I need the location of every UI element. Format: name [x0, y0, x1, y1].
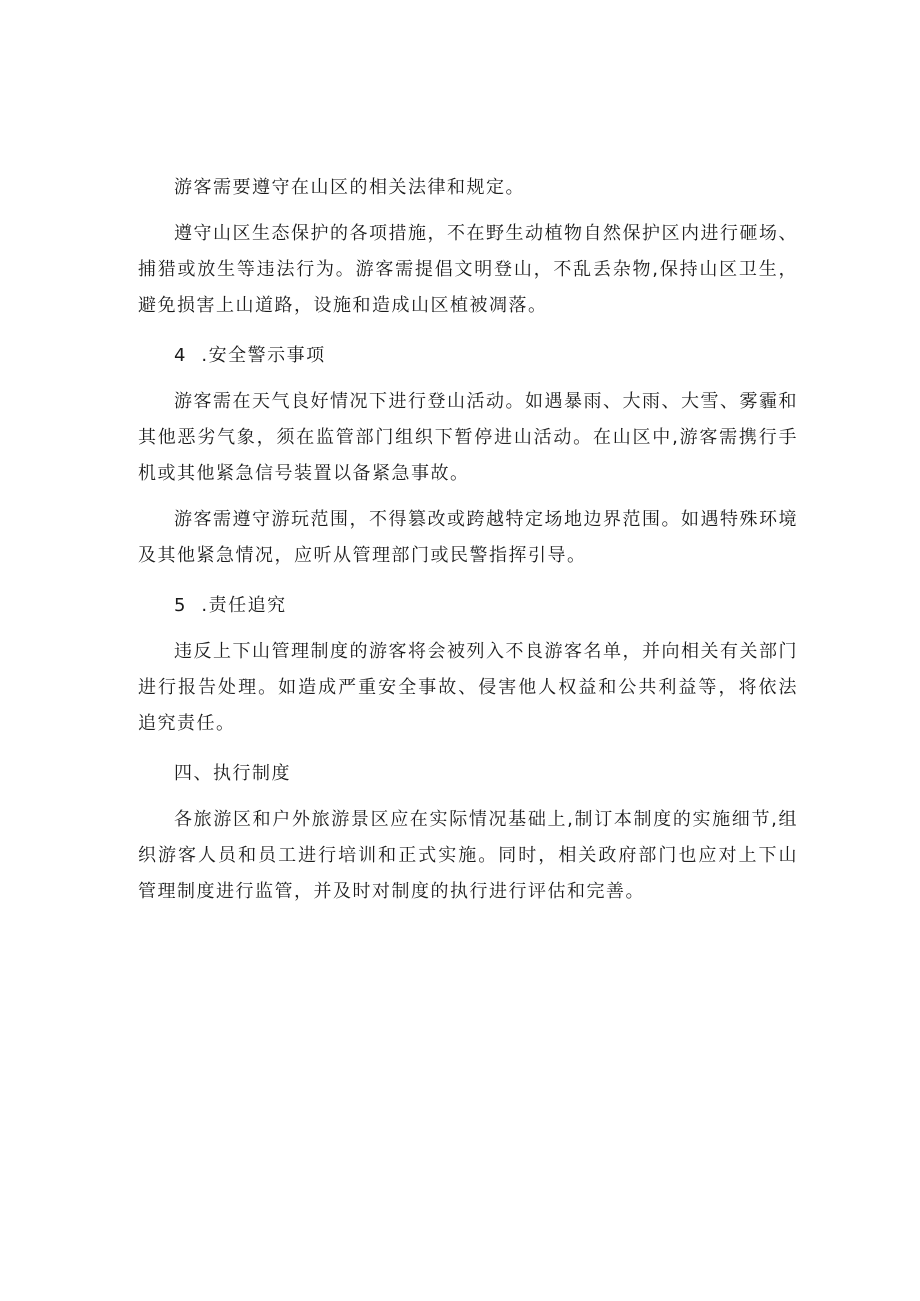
paragraph-implementation: 各旅游区和户外旅游景区应在实际情况基础上,制订本制度的实施细节,组织游客人员和员工进行培训和正式实施。同时，相关政府部门也应对上下山管理制度进行监管，并及时对制度的执行进行评估和完善。	[138, 809, 798, 902]
paragraph-weather: 游客需在天气良好情况下进行登山活动。如遇暴雨、大雨、大雪、雾霾和其他恶劣气象，须在监管部门组织下暂停进山活动。在山区中,游客需携行手机或其他紧急信号装置以备紧急事故。	[138, 391, 798, 484]
heading-safety-warnings: 4 .安全警示事项	[174, 345, 326, 366]
paragraph-ecology: 遵守山区生态保护的各项措施，不在野生动植物自然保护区内进行砸场、捕猎或放生等违法行为。游客需提倡文明登山，不乱丢杂物,保持山区卫生，避免损害上山道路，设施和造成山区植被凋落。	[138, 223, 798, 316]
paragraph-violations: 违反上下山管理制度的游客将会被列入不良游客名单，并向相关有关部门进行报告处理。如造成严重安全事故、侵害他人权益和公共利益等，将依法追究责任。	[138, 641, 798, 734]
heading-accountability: 5 .责任追究	[174, 595, 287, 616]
heading-implementation: 四、执行制度	[174, 763, 291, 784]
paragraph-boundaries: 游客需遵守游玩范围，不得篡改或跨越特定场地边界范围。如遇特殊环境及其他紧急情况，应听从管理部门或民警指挥引导。	[138, 509, 798, 566]
document-page	[138, 170, 798, 910]
paragraph-laws: 游客需要遵守在山区的相关法律和规定。	[174, 177, 525, 198]
